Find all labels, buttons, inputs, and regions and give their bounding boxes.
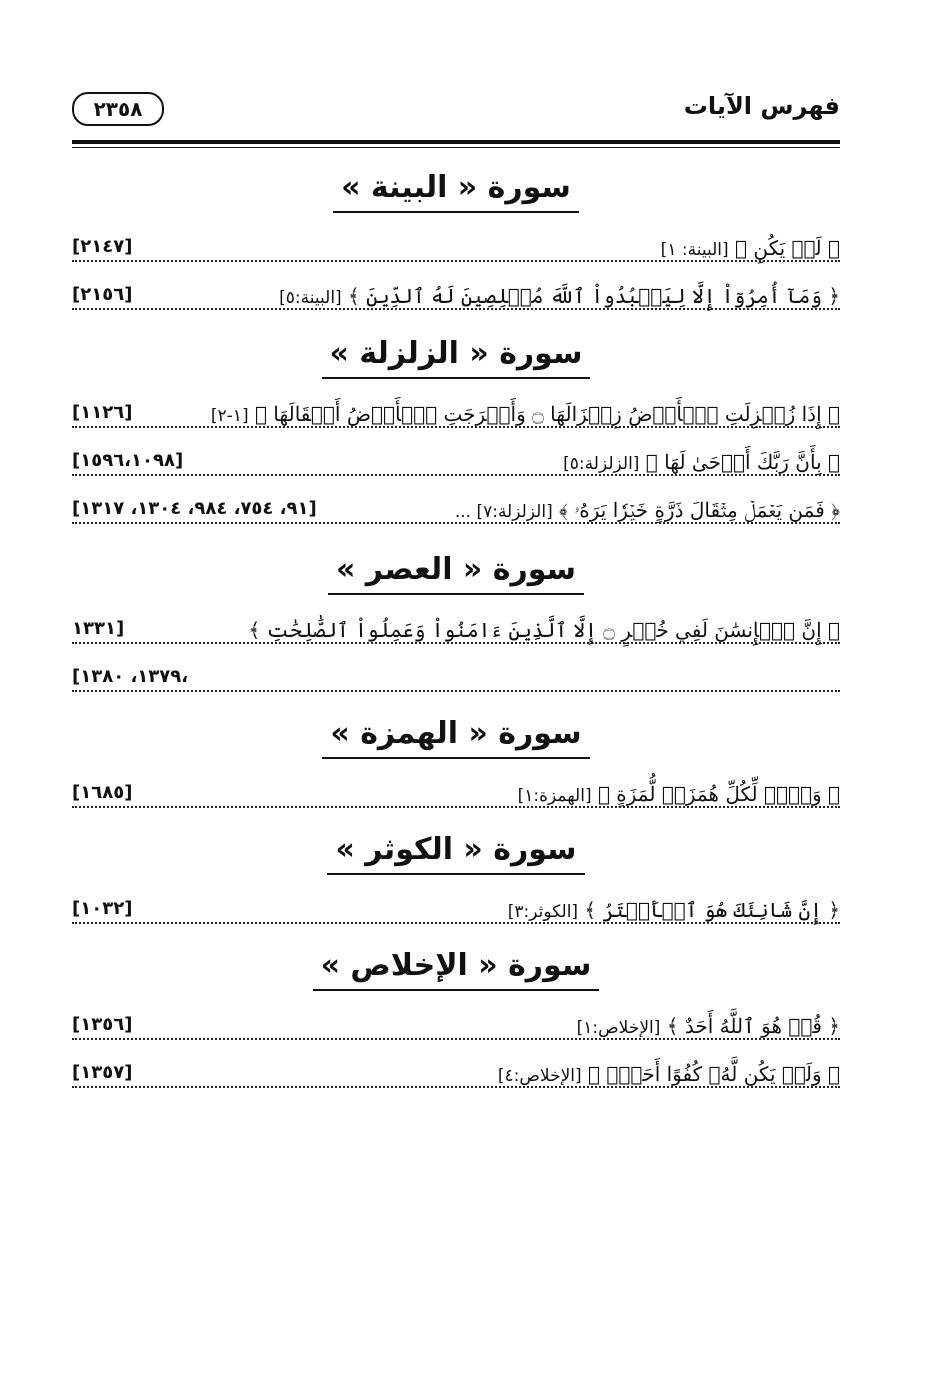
surah-section-ikhlas: [72, 948, 840, 1102]
running-title: فهرس الآيات: [683, 92, 840, 120]
page-reference: [١٣٣١: [72, 618, 125, 639]
verse-text: ﴿ إِذَا زُلۡزِلَتِ ٱلۡأَرۡضُ زِلۡزَالَهَا ۝ وَأَخۡرَجَتِ ٱلۡأَرۡضُ أَثۡقَالَهَا ﴾ [١-٢]: [207, 402, 840, 426]
verse-entry: [72, 394, 840, 442]
verse-entry: [72, 490, 840, 538]
verse-citation: [الهمزة:١]: [517, 786, 592, 806]
verse-citation: [الزلزلة:٥]: [563, 454, 640, 474]
verse-text: ﴿ إِنَّ ٱلۡإِنسَٰنَ لَفِي خُسۡرٍ ۝ إِلَّا ٱلَّذِينَ ءَامَنُواْ وَعَمِلُواْ ٱلصَّٰلِحَٰتِ ﴾: [245, 618, 840, 642]
verse-citation: [الإخلاص:٤]: [497, 1066, 582, 1086]
verse-citation: [البينة: ١]: [660, 240, 729, 260]
verse-entry: [72, 228, 840, 276]
page-header: [72, 88, 840, 134]
verse-text: ﴿ فَمَن يَعۡمَلۡ مِثۡقَالَ ذَرَّةٍ خَيۡرٗا يَرَهُۥ ﴾ [الزلزلة:٧] ...: [451, 498, 840, 522]
verse-citation: [الإخلاص:١]: [576, 1018, 661, 1038]
verse-entry: [72, 276, 840, 324]
page-reference: [١١٢٦]: [72, 402, 133, 423]
verse-entry: [72, 774, 840, 822]
surah-heading: سورة « الهمزة »: [72, 716, 840, 774]
page-reference: [٢١٥٦]: [72, 284, 133, 305]
surah-heading: سورة « الزلزلة »: [72, 336, 840, 394]
verse-entry: [72, 1054, 840, 1102]
verse-citation: [البينة:٥]: [279, 288, 342, 308]
surah-heading: سورة « العصر »: [72, 552, 840, 610]
page-reference: [١٦٨٥]: [72, 782, 133, 803]
page-number-badge: ٢٣٥٨: [72, 92, 164, 126]
page-reference: ،١٣٧٩، ١٣٨٠]: [72, 666, 189, 687]
surah-section-zalzala: [72, 336, 840, 538]
verse-entry: [72, 442, 840, 490]
page-reference: [١٥٩٦،١٠٩٨]: [72, 450, 184, 471]
verse-text: ﴿ وَيۡلٞ لِّكُلِّ هُمَزَةٖ لُّمَزَةٍ ﴾ [الهمزة:١]: [514, 782, 840, 806]
surah-heading: سورة « البينة »: [72, 170, 840, 228]
surah-section-kawthar: [72, 832, 840, 938]
verse-text: ﴿ بِأَنَّ رَبَّكَ أَوۡحَىٰ لَهَا ﴾ [الزلزلة:٥]: [559, 450, 840, 474]
page-reference: [١٣٥٦]: [72, 1014, 133, 1035]
verse-citation: [١-٢]: [210, 406, 249, 426]
verse-citation: [الزلزلة:٧] ...: [454, 502, 553, 522]
header-rule-thin: [72, 147, 840, 148]
surah-heading: سورة « الإخلاص »: [72, 948, 840, 1006]
verse-text: ﴿ وَمَآ أُمِرُوٓاْ إِلَّا لِيَعۡبُدُواْ ٱللَّهَ مُخۡلِصِينَ لَهُ ٱلدِّينَ ﴾ [البينة:٥]: [275, 284, 840, 308]
surah-heading: سورة « الكوثر »: [72, 832, 840, 890]
page-reference: [٢١٤٧]: [72, 236, 133, 257]
verse-text: ﴿ قُلۡ هُوَ ٱللَّهُ أَحَدٌ ﴾ [الإخلاص:١]: [573, 1014, 840, 1038]
page-reference: [١٠٣٢]: [72, 898, 133, 919]
header-rule-thick: [72, 140, 840, 144]
verse-entry: [72, 890, 840, 938]
verse-text: ﴿ وَلَمۡ يَكُن لَّهُۥ كُفُوًا أَحَدُۢ ﴾ [الإخلاص:٤]: [494, 1062, 840, 1086]
surah-section-humaza: [72, 716, 840, 822]
verse-text: ﴿ لَمۡ يَكُنِ ﴾ [البينة: ١]: [657, 236, 840, 260]
surah-section-asr: [72, 552, 840, 706]
verse-citation: [الكوثر:٣]: [507, 902, 579, 922]
verse-entry: [72, 1006, 840, 1054]
page-reference: [٩١، ٧٥٤، ٩٨٤، ١٣٠٤، ١٣١٧]: [72, 498, 317, 519]
verse-text: ﴿ إِنَّ شَانِئَكَ هُوَ ٱلۡأَبۡتَرُ ﴾ [الكوثر:٣]: [504, 898, 840, 922]
verse-entry-continuation: [72, 658, 840, 706]
surah-section-bayyina: [72, 170, 840, 324]
verse-entry: [72, 610, 840, 658]
page-reference: [١٣٥٧]: [72, 1062, 133, 1083]
